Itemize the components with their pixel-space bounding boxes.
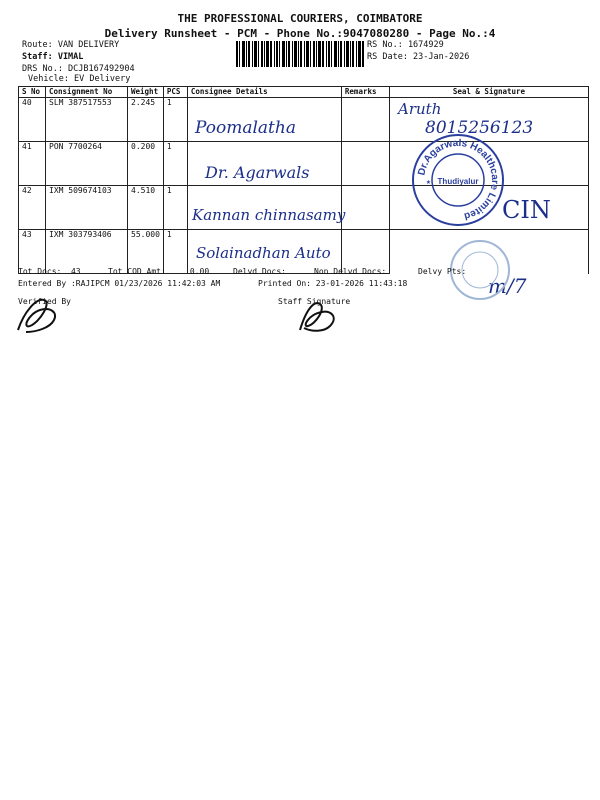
- rs-number: RS No.: 1674929: [367, 40, 444, 50]
- handwritten-initials: CIN: [502, 196, 551, 224]
- cell-remarks: [341, 142, 389, 186]
- cell-pcs: 1: [163, 98, 187, 142]
- staff-label: Staff: VIMAL: [22, 52, 84, 62]
- handwritten-mark: m/7: [488, 274, 527, 298]
- cell-weight: 2.245: [128, 98, 164, 142]
- cell-sno: 41: [19, 142, 46, 186]
- runsheet-subtitle: Delivery Runsheet - PCM - Phone No.:9047080280 - Page No.:4: [104, 27, 496, 40]
- entered-by: Entered By :RAJIPCM 01/23/2026 11:42:03 AM: [18, 279, 221, 288]
- delivered-docs: Delvd Docs:: [233, 267, 286, 276]
- handwritten-phone: 8015256123: [425, 118, 534, 138]
- col-sno: S No: [19, 87, 46, 98]
- route-label: Route: VAN DELIVERY: [22, 40, 120, 50]
- cell-remarks: [341, 98, 389, 142]
- cell-pcs: 1: [163, 186, 187, 230]
- total-cod-amount: Tot COD Amt: 0.00: [108, 267, 210, 276]
- col-weight: Weight: [128, 87, 164, 98]
- drs-number: DRS No.: DCJB167492904: [22, 64, 135, 74]
- vehicle-label: Vehicle: EV Delivery: [28, 74, 131, 84]
- staff-signature-scribble: [294, 296, 342, 336]
- cell-pcs: 1: [163, 230, 187, 274]
- company-seal-stamp: [410, 132, 506, 228]
- cell-weight: 55.000: [128, 230, 164, 274]
- svg-text:★: ★: [426, 177, 431, 186]
- cell-sno: 42: [19, 186, 46, 230]
- col-remarks: Remarks: [341, 87, 389, 98]
- handwritten-consignee-2: Dr. Agarwals: [205, 163, 310, 182]
- svg-text:Thudiyalur: Thudiyalur: [437, 177, 479, 186]
- delivery-points: Delvy Pts:: [418, 267, 467, 276]
- cell-sno: 40: [19, 98, 46, 142]
- barcode: [236, 41, 364, 67]
- col-consignment: Consignment No: [46, 87, 128, 98]
- handwritten-signature: Aruth: [398, 100, 442, 118]
- cell-remarks: [341, 186, 389, 230]
- table-header-row: [19, 87, 589, 98]
- col-consignee: Consignee Details: [187, 87, 341, 98]
- total-docs: Tot Docs: 43: [18, 267, 81, 276]
- cell-weight: 4.510: [128, 186, 164, 230]
- cell-sno: 43: [19, 230, 46, 274]
- rs-date: RS Date: 23-Jan-2026: [367, 52, 470, 62]
- non-delivered-docs: Non Delvd Docs:: [314, 267, 387, 276]
- col-pcs: PCS: [163, 87, 187, 98]
- svg-text:Dr.Agarwals Healthcare Limited: Dr.Agarwals Healthcare Limited: [416, 137, 501, 222]
- handwritten-consignee-4: Solainadhan Auto: [196, 244, 331, 262]
- verified-by-label: Verified By: [18, 297, 71, 306]
- cell-weight: 0.200: [128, 142, 164, 186]
- col-seal: Seal & Signature: [389, 87, 588, 98]
- cell-consignment: IXM 303793406: [46, 230, 128, 274]
- cell-consignment: SLM 387517553: [46, 98, 128, 142]
- handwritten-consignee-1: Poomalatha: [195, 118, 296, 138]
- cell-pcs: 1: [163, 142, 187, 186]
- cell-consignment: PON 7700264: [46, 142, 128, 186]
- staff-signature-label: Staff Signature: [278, 297, 351, 306]
- verified-signature-scribble: [14, 292, 66, 336]
- handwritten-consignee-3: Kannan chinnasamy: [192, 206, 346, 224]
- printed-on: Printed On: 23-01-2026 11:43:18: [258, 279, 408, 288]
- cell-consignment: IXM 509674103: [46, 186, 128, 230]
- company-title: THE PROFESSIONAL COURIERS, COIMBATORE: [177, 12, 423, 25]
